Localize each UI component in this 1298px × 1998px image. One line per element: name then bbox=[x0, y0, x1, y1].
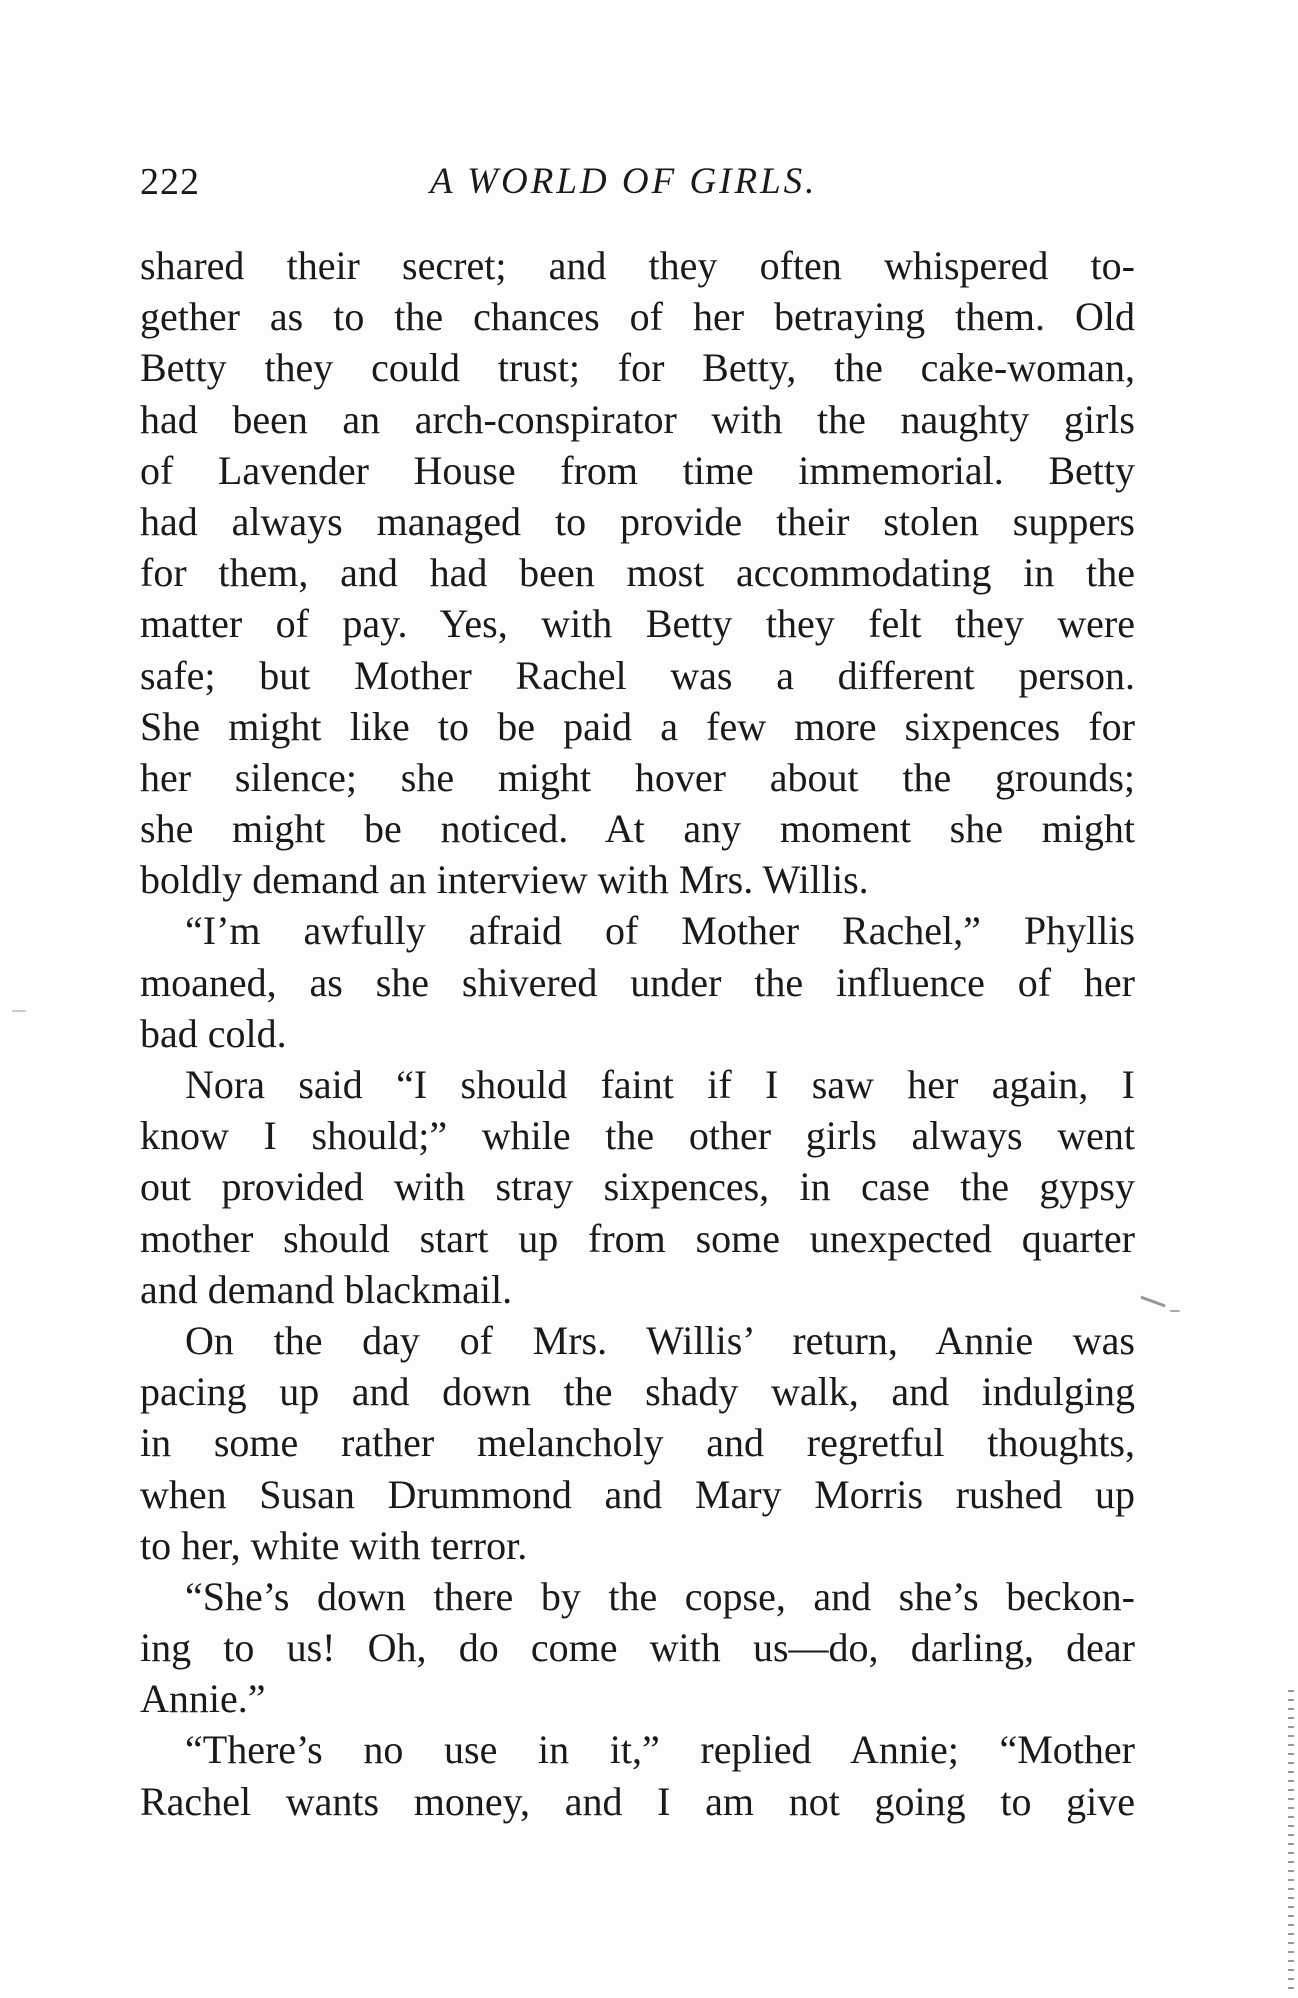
page-header bbox=[140, 160, 1130, 210]
paragraph bbox=[140, 1315, 1135, 1571]
text-line: On the day of Mrs. Willis’ return, Annie was bbox=[185, 1317, 1135, 1363]
text-line: she might be noticed. At any moment she might bbox=[140, 806, 1135, 852]
paragraph bbox=[140, 1724, 1135, 1826]
text-line: shared their secret; and they often whispered to- bbox=[140, 243, 1135, 288]
text-line: out provided with stray sixpences, in case the gypsy bbox=[140, 1164, 1135, 1210]
paragraph bbox=[140, 1059, 1135, 1315]
text-line: gether as to the chances of her betraying them. Old bbox=[140, 294, 1135, 340]
text-line: pacing up and down the shady walk, and indulging bbox=[140, 1369, 1135, 1415]
text-line: Betty they could trust; for Betty, the cake-woman, bbox=[140, 345, 1135, 391]
text-line: to her, white with terror. bbox=[140, 1522, 528, 1568]
text-line: boldly demand an interview with Mrs. Willis. bbox=[140, 857, 869, 903]
body-text bbox=[140, 240, 1135, 1827]
paragraph bbox=[140, 905, 1135, 1059]
scan-speck bbox=[1140, 1296, 1165, 1308]
scan-edge-marks bbox=[1288, 1690, 1294, 1990]
text-line: for them, and had been most accommodating in the bbox=[140, 550, 1135, 596]
text-line: Annie.” bbox=[140, 1676, 266, 1722]
text-line: bad cold. bbox=[140, 1010, 287, 1056]
text-line: in some rather melancholy and regretful thoughts, bbox=[140, 1420, 1135, 1466]
paragraph bbox=[140, 240, 1135, 905]
text-line: Rachel wants money, and I am not going to give bbox=[140, 1778, 1135, 1824]
scan-speck bbox=[1170, 1310, 1180, 1312]
text-line: Nora said “I should faint if I saw her again, I bbox=[185, 1062, 1135, 1107]
scan-speck bbox=[12, 1010, 26, 1012]
text-line: her silence; she might hover about the grounds; bbox=[140, 754, 1135, 800]
text-line: of Lavender House from time immemorial. Betty bbox=[140, 447, 1135, 493]
text-line: know I should;” while the other girls always went bbox=[140, 1113, 1135, 1159]
text-line: matter of pay. Yes, with Betty they felt they were bbox=[140, 601, 1135, 647]
text-line: “I’m awfully afraid of Mother Rachel,” Phyllis bbox=[185, 908, 1135, 954]
text-line: She might like to be paid a few more sixpences for bbox=[140, 703, 1135, 749]
text-line: had been an arch-conspirator with the naughty girls bbox=[140, 396, 1135, 442]
text-line: safe; but Mother Rachel was a different person. bbox=[140, 652, 1135, 698]
text-line: mother should start up from some unexpected quarter bbox=[140, 1215, 1135, 1261]
text-line: ing to us! Oh, do come with us—do, darling, dear bbox=[140, 1625, 1135, 1671]
text-line: when Susan Drummond and Mary Morris rushed up bbox=[140, 1471, 1135, 1517]
text-line: moaned, as she shivered under the influence of her bbox=[140, 959, 1135, 1005]
running-title: A WORLD OF GIRLS. bbox=[430, 161, 818, 202]
text-line: had always managed to provide their stolen suppers bbox=[140, 498, 1135, 544]
paragraph bbox=[140, 1571, 1135, 1725]
page-number: 222 bbox=[140, 161, 200, 203]
text-line: and demand blackmail. bbox=[140, 1266, 513, 1312]
text-line: “There’s no use in it,” replied Annie; “Mother bbox=[185, 1727, 1135, 1773]
text-line: “She’s down there by the copse, and she’s beckon- bbox=[185, 1573, 1135, 1619]
